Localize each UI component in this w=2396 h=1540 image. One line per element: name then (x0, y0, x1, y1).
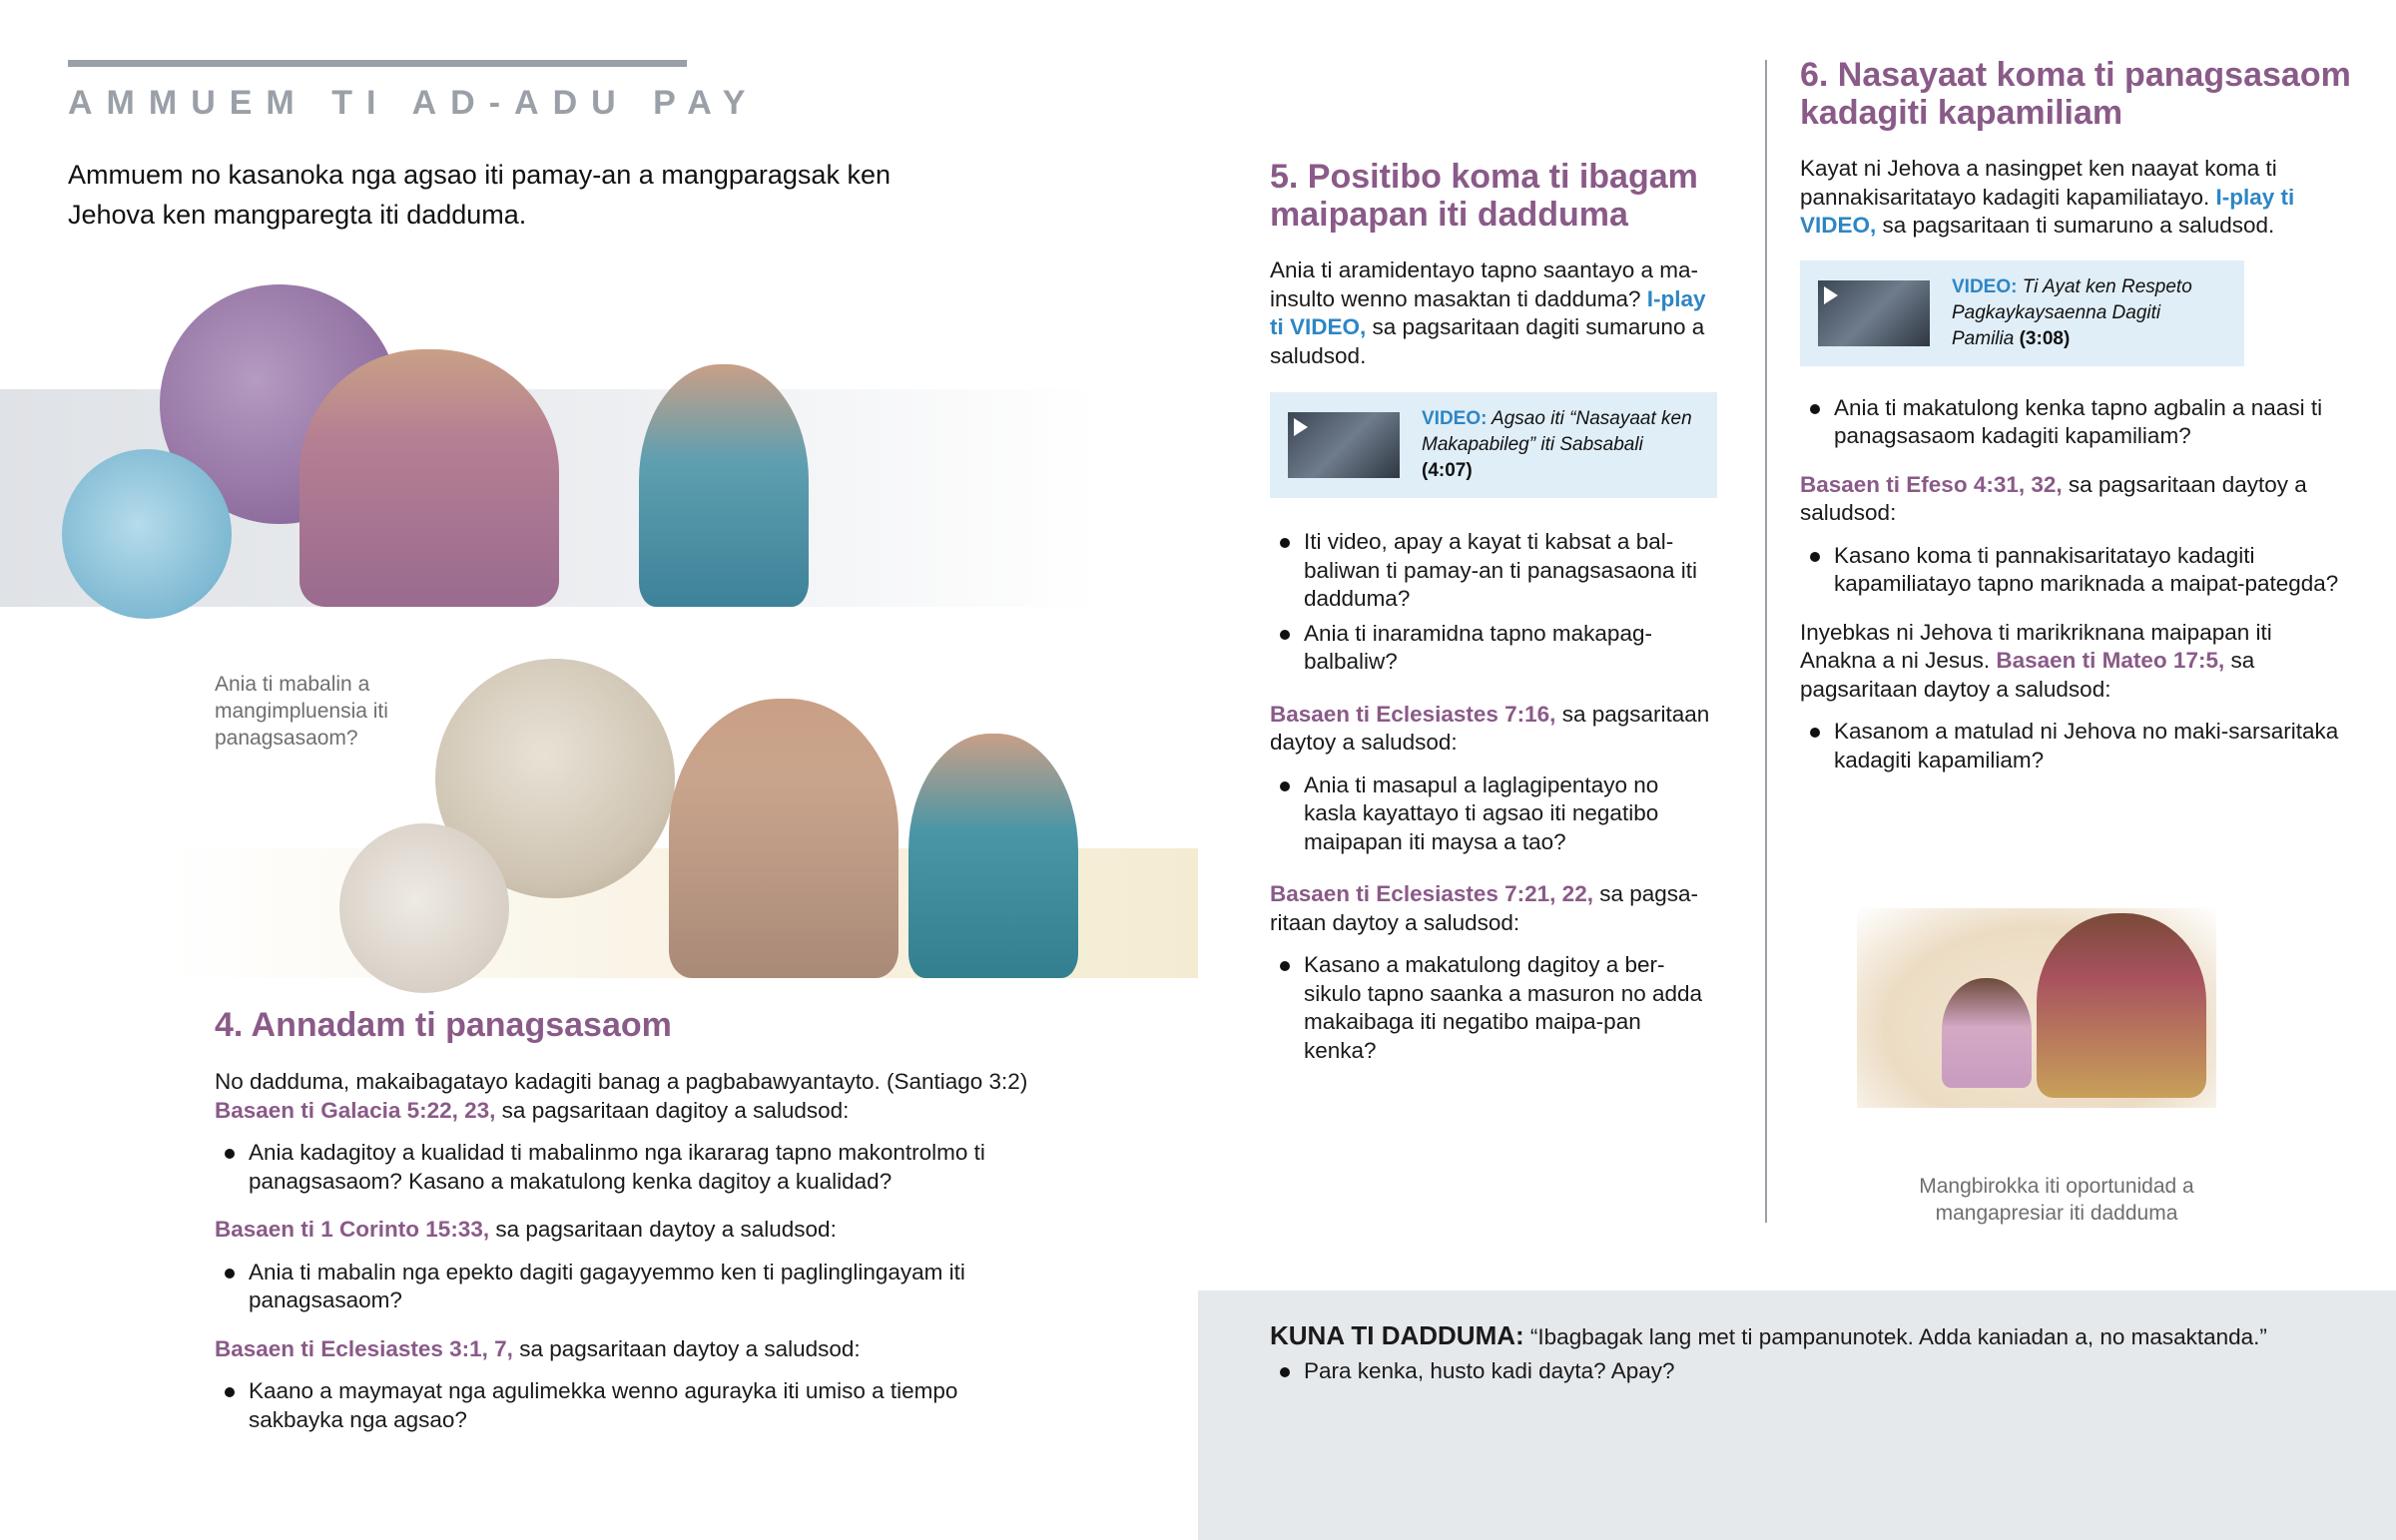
video-card-section-5[interactable] (1270, 392, 1717, 498)
question-text: Ania kadagitoy a kualidad ti mabalinmo nga ikararag tapno makontrolmo ti panagsasaom? Kasano a makatulong kenka dagitoy a kualidad? (249, 1140, 985, 1194)
kuna-questions (1270, 1357, 2368, 1386)
section-6-paragraph-2 (1800, 471, 2339, 528)
section-4-questions-3 (215, 1377, 1053, 1434)
list-item (1800, 542, 2339, 599)
text: sa pagsaritaan daytoy a saludsod: (512, 1335, 861, 1361)
kuna-label: KUNA TI DADDUMA: (1270, 1320, 1524, 1350)
video-label: VIDEO: (1422, 408, 1488, 429)
mother-illustration (2037, 913, 2206, 1098)
intro-text: Ammuem no kasanoka nga agsao iti pamay-an a mangparagsak ken Jehova ken mangparegta iti dadduma. (68, 160, 891, 230)
section-5-questions-2 (1270, 771, 1717, 857)
column-divider (1765, 60, 1767, 1223)
question-text: Ania ti makatulong kenka tapno agbalin a naasi ti panagsasaom kadagiti kapamiliam? (1834, 394, 2323, 448)
text: sa pagsa-ritaan daytoy a saludsod: (1270, 881, 1699, 935)
video-thumbnail[interactable] (1288, 412, 1400, 478)
section-4-paragraph-3 (215, 1335, 1053, 1364)
section-6-paragraph-3 (1800, 619, 2339, 705)
video-title-text (1952, 274, 2226, 352)
play-video-link[interactable]: I-play ti VIDEO, (1270, 285, 1706, 339)
section-5-body (1270, 257, 1717, 1071)
bullet-icon (1810, 728, 1820, 738)
list-item (1270, 620, 1717, 677)
text: Ania ti aramidentayo tapno saantayo a ma-insulto wenno masaktan ti dadduma? (1270, 257, 1699, 311)
section-kicker: AMMUEM TI AD-ADU PAY (68, 84, 760, 122)
section-4-paragraph-1 (215, 1068, 1053, 1125)
text: No dadduma, makaibagatayo kadagiti banag a pagbabawyantayto. (Santiago 3:2) (215, 1069, 1028, 1094)
section-6-questions-3 (1800, 718, 2339, 774)
bullet-icon (225, 1269, 235, 1279)
question-text: Para kenka, husto kadi dayta? Apay? (1304, 1358, 1675, 1383)
kuna-statement (1270, 1317, 2368, 1355)
text: sa pagsaritaan dagiti sumaruno a saludsod. (1270, 314, 1705, 368)
list-item (215, 1377, 1053, 1434)
video-title: Ti Ayat ken Respeto Pagkaykaysaenna Dagiti Pamilia (1952, 275, 2192, 349)
scripture-link[interactable]: Basaen ti 1 Corinto 15:33, (215, 1217, 490, 1242)
section-6-title: 6. Nasayaat koma ti panagsasaom kadagiti kapamiliam (1800, 56, 2351, 132)
list-item (1270, 771, 1717, 857)
video-duration: (4:07) (1422, 460, 1473, 481)
smiling-woman-illustration (908, 734, 1078, 978)
list-item (1270, 951, 1717, 1065)
man-reading-bubble-image (339, 823, 509, 993)
family-caption: Mangbirokka iti oportunidad a mangapresiar iti dadduma (1919, 1175, 2194, 1225)
question-text: Kasano koma ti pannakisaritatayo kadagiti kapamiliatayo tapno mariknada a maipat-pategda? (1834, 542, 2339, 596)
text: sa pagsaritaan daytoy a saludsod: (489, 1217, 837, 1242)
bullet-icon (1810, 552, 1820, 562)
startled-woman-illustration (639, 364, 809, 607)
bullet-icon (1280, 1367, 1290, 1377)
section-5-title: 5. Positibo koma ti ibagam maipapan iti dadduma (1270, 158, 1698, 234)
scripture-link[interactable]: Basaen ti Efeso 4:31, 32, (1800, 471, 2063, 497)
play-icon (1824, 286, 1838, 304)
section-4-title: 4. Annadam ti panagsasaom (215, 1006, 672, 1044)
question-text: Iti video, apay a kayat ti kabsat a bal-baliwan ti pamay-an ti panagsasaona iti dadduma? (1304, 529, 1697, 611)
scripture-link[interactable]: Basaen ti Eclesiastes 7:16, (1270, 701, 1556, 727)
video-title: Agsao iti “Nasayaat ken Makapabileg” iti Sabsabali (1422, 408, 1692, 455)
section-6-paragraph-1 (1800, 155, 2339, 241)
play-icon (1294, 418, 1308, 436)
scripture-link[interactable]: Basaen ti Eclesiastes 7:21, 22, (1270, 881, 1593, 906)
top-rule (68, 60, 687, 67)
section-4-body (215, 1068, 1053, 1440)
section-4-paragraph-2 (215, 1216, 1053, 1245)
bullet-icon (225, 1387, 235, 1397)
bullet-icon (1280, 538, 1290, 548)
question-text: Kasanom a matulad ni Jehova no maki-sarsaritaka kadagiti kapamiliam? (1834, 719, 2339, 772)
list-item (1270, 528, 1717, 614)
section-5-paragraph-2 (1270, 701, 1717, 758)
play-video-link[interactable]: I-play ti VIDEO, (1800, 184, 2295, 238)
list-item (215, 1139, 1053, 1196)
bullet-icon (1810, 404, 1820, 414)
section-4-questions-2 (215, 1259, 1053, 1315)
arguing-man-illustration (300, 349, 559, 607)
video-thumbnail[interactable] (1818, 280, 1930, 346)
video-duration: (3:08) (2019, 327, 2071, 349)
section-4-questions-1 (215, 1139, 1053, 1196)
bullet-icon (1280, 781, 1290, 791)
scripture-link[interactable]: Basaen ti Eclesiastes 3:1, 7, (215, 1335, 513, 1361)
section-6-body (1800, 155, 2339, 780)
text: sa pagsaritaan daytoy a saludsod: (1800, 648, 2255, 702)
list-item (215, 1259, 1053, 1315)
child-illustration (1942, 978, 2032, 1088)
video-label: VIDEO: (1952, 275, 2018, 297)
section-6-questions-1 (1800, 394, 2339, 451)
list-item (1800, 718, 2339, 774)
music-headphones-bubble-image (62, 449, 232, 619)
list-item (1270, 1357, 2368, 1386)
text: sa pagsaritaan ti sumaruno a saludsod. (1876, 213, 2275, 238)
question-text: Kaano a maymayat nga agulimekka wenno agurayka iti umiso a tiempo sakbayka nga agsao? (249, 1378, 958, 1432)
section-5-paragraph-3 (1270, 880, 1717, 937)
question-text: Ania ti inaramidna tapno makapag-balbaliw? (1304, 620, 1652, 674)
text: sa pagsaritaan daytoy a saludsod: (1270, 701, 1710, 755)
scripture-link[interactable]: Basaen ti Mateo 17:5, (1996, 648, 2225, 673)
video-card-section-6[interactable] (1800, 260, 2244, 366)
text: sa pagsaritaan dagitoy a saludsod: (495, 1097, 850, 1123)
bullet-icon (1280, 961, 1290, 971)
text: Inyebkas ni Jehova ti marikriknana maipapan iti Anakna a ni Jesus. (1800, 619, 2272, 673)
video-title-text (1422, 406, 1699, 484)
text: Kayat ni Jehova a nasingpet ken naayat koma ti pannakisaritatayo kadagiti kapamiliatayo. (1800, 156, 2277, 210)
section-5-questions-3 (1270, 951, 1717, 1065)
illustration-caption: Ania ti mabalin a mangimpluensia iti panagsasaom? (215, 673, 388, 750)
question-text: Ania ti masapul a laglagipentayo no kasla kayattayo ti agsao iti negatibo maipapan iti maysa a tao? (1304, 771, 1659, 854)
question-text: Ania ti mabalin nga epekto dagiti gagayyemmo ken ti paglinglingayam iti panagsasaom? (249, 1259, 965, 1312)
list-item (1800, 394, 2339, 451)
section-6-questions-2 (1800, 542, 2339, 599)
question-text: Kasano a makatulong dagitoy a ber-sikulo tapno saanka a masuron no adda makaibaga iti negatibo maipa-pan kenka? (1304, 952, 1703, 1063)
kuna-quote: “Ibagbagak lang met ti pampanunotek. Adda kaniadan a, no masaktanda.” (1523, 1324, 2267, 1349)
bullet-icon (1280, 630, 1290, 640)
section-5-questions-1 (1270, 528, 1717, 677)
kind-man-illustration (669, 699, 898, 978)
scripture-link[interactable]: Basaen ti Galacia 5:22, 23, (215, 1097, 496, 1123)
bullet-icon (225, 1149, 235, 1159)
kuna-ti-dadduma-box (1270, 1317, 2368, 1392)
text: sa pagsaritaan daytoy a saludsod: (1800, 471, 2307, 525)
section-5-paragraph-1 (1270, 257, 1717, 370)
